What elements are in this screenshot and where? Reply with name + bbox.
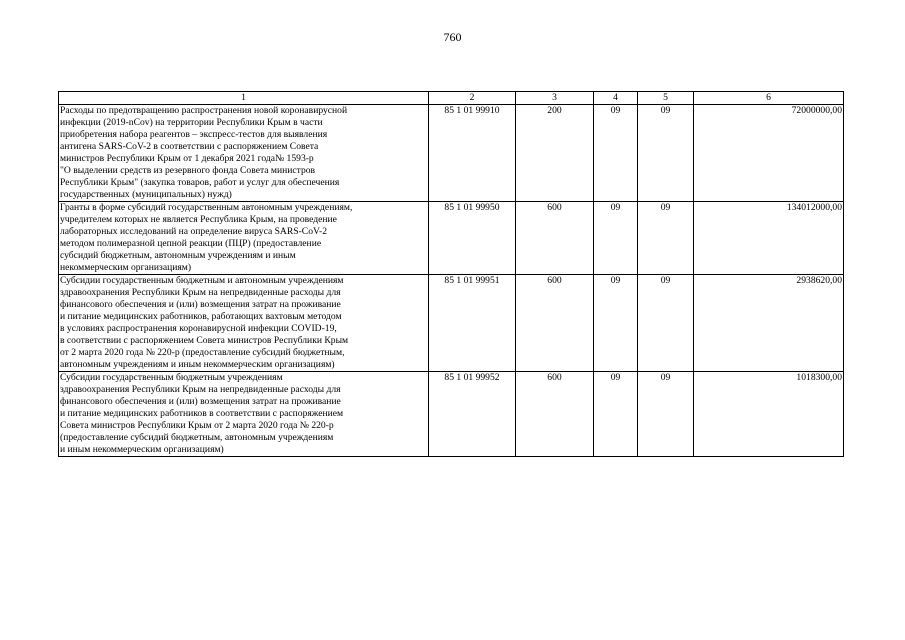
table-header [59,92,844,105]
subsection-cell: 09 [638,105,694,202]
expense-type-cell: 200 [516,105,594,202]
amount-cell: 2938620,00 [694,275,844,372]
description-line: финансового обеспечения и (или) возмещения затрат на проживание [60,299,341,310]
section-cell: 09 [594,275,638,372]
description-line: субсидий бюджетным, автономным учреждениям и иным [60,250,296,261]
target-code-cell: 85 1 01 99952 [429,372,516,457]
description-line: автономным учреждениям и иным некоммерческим организациям) [60,359,335,370]
description-line: Совета министров Республики Крым от 2 марта 2020 года № 220-р [60,420,334,431]
description-cell [59,202,429,275]
subsection-cell: 09 [638,372,694,457]
page-number: 760 [443,30,462,44]
description-line: некоммерческим организациям) [60,262,192,273]
expense-type-cell: 600 [516,275,594,372]
amount-cell: 72000000,00 [694,105,844,202]
table-row [59,202,844,275]
section-cell: 09 [594,372,638,457]
expense-type-cell: 600 [516,372,594,457]
target-code-cell: 85 1 01 99951 [429,275,516,372]
table-row [59,275,844,372]
description-line: Гранты в форме субсидий государственным автономным учреждениям, [60,202,353,213]
description-line: антигена SARS-CoV-2 в соответствии с распоряжением Совета [60,141,319,152]
description-line: Расходы по предотвращению распространения новой коронавирусной [60,105,348,116]
header-col-3: 3 [516,92,594,105]
description-line: финансового обеспечения и (или) возмещения затрат на проживание [60,396,341,407]
description-line: Республики Крым" (закупка товаров, работ и услуг для обеспечения [60,177,340,188]
header-col-6: 6 [694,92,844,105]
description-line: и питание медицинских работников в соответствии с распоряжением [60,408,344,419]
target-code-cell: 85 1 01 99910 [429,105,516,202]
description-line: в условиях распространения коронавирусной инфекции COVID-19, [60,323,337,334]
description-line: приобретения набора реагентов – экспресс-тестов для выявления [60,129,328,140]
description-line: здравоохранения Республики Крым на непредвиденные расходы для [60,287,341,298]
description-cell [59,105,429,202]
description-cell [59,372,429,457]
target-code-cell: 85 1 01 99950 [429,202,516,275]
description-line: и питание медицинских работников, работающих вахтовым методом [60,311,342,322]
description-line: от 2 марта 2020 года № 220-р (предоставление субсидий бюджетным, [60,347,345,358]
description-line: лабораторных исследований на определение вируса SARS-CoV-2 [60,226,328,237]
amount-cell: 1018300,00 [694,372,844,457]
description-line: Субсидии государственным бюджетным и автономным учреждениям [60,275,344,286]
header-col-1: 1 [59,92,429,105]
amount-cell: 134012000,00 [694,202,844,275]
subsection-cell: 09 [638,202,694,275]
description-line: и иным некоммерческим организациям) [60,444,224,455]
description-line: здравоохранения Республики Крым на непредвиденные расходы для [60,384,341,395]
description-line: "О выделении средств из резервного фонда Совета министров [60,165,316,176]
section-cell: 09 [594,202,638,275]
description-line: министров Республики Крым от 1 декабря 2021 года№ 1593-р [60,153,314,164]
description-line: (предоставление субсидий бюджетным, автономным учреждениям [60,432,334,443]
description-cell [59,275,429,372]
expense-type-cell: 600 [516,202,594,275]
description-line: методом полимеразной цепной реакции (ПЦР) (предоставление [60,238,322,249]
description-line: инфекции (2019-nCov) на территории Республики Крым в части [60,117,323,128]
table-row [59,105,844,202]
description-line: в соответствии с распоряжением Совета министров Республики Крым [60,335,349,346]
description-line: Субсидии государственным бюджетным учреждениям [60,372,283,383]
header-col-5: 5 [638,92,694,105]
section-cell: 09 [594,105,638,202]
budget-table [58,91,844,457]
header-row [59,92,844,105]
table-row [59,372,844,457]
description-line: государственных (муниципальных) нужд) [60,189,232,200]
header-col-2: 2 [429,92,516,105]
description-line: учредителем которых не является Республика Крым, на проведение [60,214,337,225]
subsection-cell: 09 [638,275,694,372]
header-col-4: 4 [594,92,638,105]
